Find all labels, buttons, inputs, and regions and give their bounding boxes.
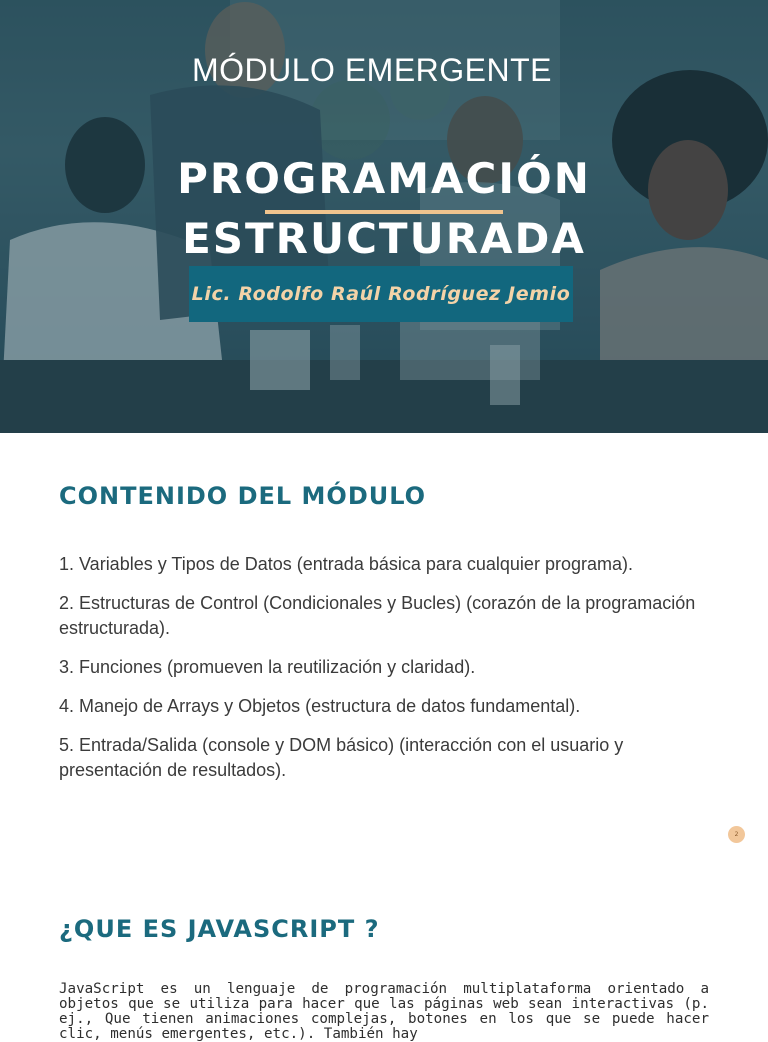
title-line-2: ESTRUCTURADA — [182, 214, 586, 263]
javascript-paragraph: JavaScript es un lenguaje de programación multiplataforma orientado a objetos que se utiliza para hacer que las páginas web sean interactivas (p. ej., Que tienen animaciones complejas, botones en los que se puede hacer clic, menús emergentes, etc.). También hay — [59, 981, 709, 1042]
title-line-1: PROGRAMACIÓN — [177, 154, 591, 203]
content-list — [59, 552, 719, 797]
content-item-2: 2. Estructuras de Control (Condicionales y Bucles) (corazón de la programación estructurada). — [59, 593, 696, 638]
hero-banner — [0, 0, 768, 433]
content-item-3: 3. Funciones (promueven la reutilización y claridad). — [59, 657, 476, 677]
author-banner — [189, 266, 573, 322]
content-item-4: 4. Manejo de Arrays y Objetos (estructura de datos fundamental). — [59, 696, 581, 716]
module-subtitle: MÓDULO EMERGENTE — [191, 52, 553, 88]
contenido-heading: CONTENIDO DEL MÓDULO — [59, 482, 427, 510]
content-item-5: 5. Entrada/Salida (console y DOM básico) (interacción con el usuario y presentación de resultados). — [59, 735, 624, 780]
page-number-badge: 2 — [728, 826, 745, 843]
content-item-1: 1. Variables y Tipos de Datos (entrada básica para cualquier programa). — [59, 554, 633, 574]
javascript-heading: ¿QUE ES JAVASCRIPT ? — [59, 915, 380, 943]
author-name: Lic. Rodolfo Raúl Rodríguez Jemio — [191, 283, 571, 305]
